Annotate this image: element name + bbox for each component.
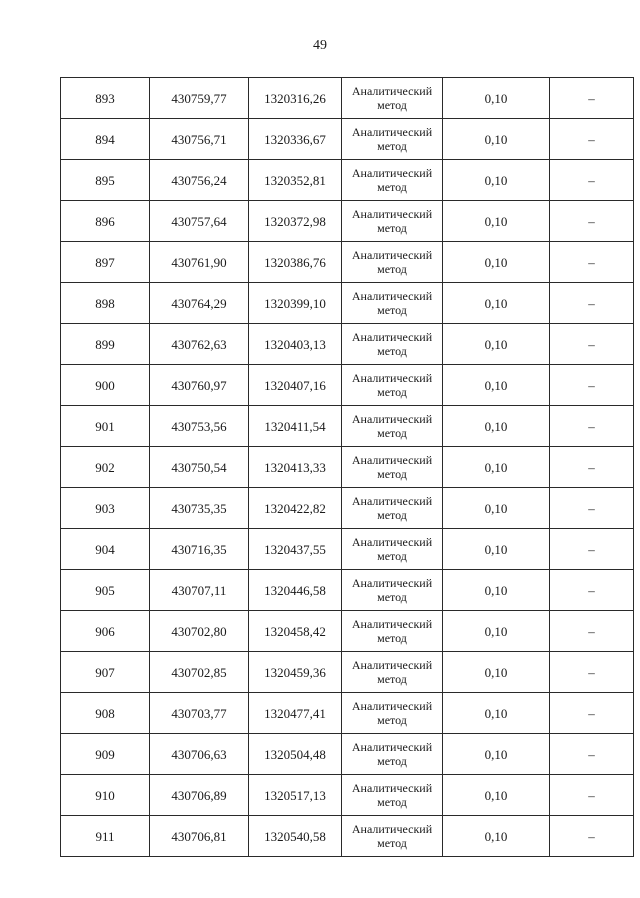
y-coordinate-cell: 1320399,10 xyxy=(249,283,342,324)
x-coordinate-cell: 430764,29 xyxy=(150,283,249,324)
note-cell: – xyxy=(550,283,634,324)
accuracy-cell: 0,10 xyxy=(443,816,550,857)
method-line-1: Аналитический xyxy=(351,371,433,385)
method-cell xyxy=(342,570,443,611)
table-row xyxy=(61,693,634,734)
table-row xyxy=(61,775,634,816)
method-line-2: метод xyxy=(377,344,407,358)
x-coordinate-cell: 430761,90 xyxy=(150,242,249,283)
table-row xyxy=(61,201,634,242)
y-coordinate-cell: 1320540,58 xyxy=(249,816,342,857)
method-line-1: Аналитический xyxy=(351,125,433,139)
x-coordinate-cell: 430707,11 xyxy=(150,570,249,611)
accuracy-cell: 0,10 xyxy=(443,652,550,693)
note-cell: – xyxy=(550,119,634,160)
method-line-2: метод xyxy=(377,672,407,686)
method-cell xyxy=(342,693,443,734)
coordinates-table xyxy=(60,77,634,857)
method-cell xyxy=(342,283,443,324)
method-cell xyxy=(342,365,443,406)
method-line-2: метод xyxy=(377,713,407,727)
method-line-2: метод xyxy=(377,385,407,399)
method-line-1: Аналитический xyxy=(351,822,433,836)
method-cell xyxy=(342,734,443,775)
point-number-cell: 905 xyxy=(61,570,150,611)
note-cell: – xyxy=(550,78,634,119)
method-line-2: метод xyxy=(377,508,407,522)
method-line-2: метод xyxy=(377,467,407,481)
table-row xyxy=(61,488,634,529)
table-row xyxy=(61,324,634,365)
x-coordinate-cell: 430703,77 xyxy=(150,693,249,734)
table-row xyxy=(61,570,634,611)
method-cell xyxy=(342,447,443,488)
note-cell: – xyxy=(550,652,634,693)
method-line-1: Аналитический xyxy=(351,207,433,221)
method-line-2: метод xyxy=(377,631,407,645)
note-cell: – xyxy=(550,734,634,775)
method-cell xyxy=(342,406,443,447)
note-cell: – xyxy=(550,160,634,201)
method-line-1: Аналитический xyxy=(351,412,433,426)
x-coordinate-cell: 430760,97 xyxy=(150,365,249,406)
x-coordinate-cell: 430706,63 xyxy=(150,734,249,775)
x-coordinate-cell: 430702,80 xyxy=(150,611,249,652)
point-number-cell: 902 xyxy=(61,447,150,488)
point-number-cell: 903 xyxy=(61,488,150,529)
accuracy-cell: 0,10 xyxy=(443,734,550,775)
table-row xyxy=(61,283,634,324)
method-line-1: Аналитический xyxy=(351,453,433,467)
table-row xyxy=(61,816,634,857)
y-coordinate-cell: 1320458,42 xyxy=(249,611,342,652)
y-coordinate-cell: 1320446,58 xyxy=(249,570,342,611)
y-coordinate-cell: 1320352,81 xyxy=(249,160,342,201)
method-line-1: Аналитический xyxy=(351,617,433,631)
point-number-cell: 911 xyxy=(61,816,150,857)
table-row xyxy=(61,406,634,447)
accuracy-cell: 0,10 xyxy=(443,119,550,160)
method-line-2: метод xyxy=(377,180,407,194)
method-line-2: метод xyxy=(377,139,407,153)
note-cell: – xyxy=(550,365,634,406)
x-coordinate-cell: 430759,77 xyxy=(150,78,249,119)
note-cell: – xyxy=(550,570,634,611)
method-line-1: Аналитический xyxy=(351,166,433,180)
page-number: 49 xyxy=(313,38,327,53)
point-number-cell: 906 xyxy=(61,611,150,652)
point-number-cell: 895 xyxy=(61,160,150,201)
x-coordinate-cell: 430756,71 xyxy=(150,119,249,160)
method-cell xyxy=(342,78,443,119)
point-number-cell: 909 xyxy=(61,734,150,775)
x-coordinate-cell: 430750,54 xyxy=(150,447,249,488)
method-cell xyxy=(342,611,443,652)
accuracy-cell: 0,10 xyxy=(443,283,550,324)
accuracy-cell: 0,10 xyxy=(443,611,550,652)
note-cell: – xyxy=(550,242,634,283)
point-number-cell: 899 xyxy=(61,324,150,365)
table-row xyxy=(61,78,634,119)
note-cell: – xyxy=(550,488,634,529)
point-number-cell: 893 xyxy=(61,78,150,119)
x-coordinate-cell: 430716,35 xyxy=(150,529,249,570)
table-row xyxy=(61,447,634,488)
x-coordinate-cell: 430706,89 xyxy=(150,775,249,816)
y-coordinate-cell: 1320403,13 xyxy=(249,324,342,365)
accuracy-cell: 0,10 xyxy=(443,693,550,734)
accuracy-cell: 0,10 xyxy=(443,775,550,816)
accuracy-cell: 0,10 xyxy=(443,324,550,365)
table-row xyxy=(61,160,634,201)
table-row xyxy=(61,652,634,693)
accuracy-cell: 0,10 xyxy=(443,488,550,529)
y-coordinate-cell: 1320517,13 xyxy=(249,775,342,816)
y-coordinate-cell: 1320422,82 xyxy=(249,488,342,529)
method-line-2: метод xyxy=(377,795,407,809)
note-cell: – xyxy=(550,693,634,734)
method-cell xyxy=(342,119,443,160)
method-line-2: метод xyxy=(377,303,407,317)
method-line-2: метод xyxy=(377,98,407,112)
x-coordinate-cell: 430756,24 xyxy=(150,160,249,201)
accuracy-cell: 0,10 xyxy=(443,570,550,611)
y-coordinate-cell: 1320407,16 xyxy=(249,365,342,406)
method-line-1: Аналитический xyxy=(351,699,433,713)
accuracy-cell: 0,10 xyxy=(443,447,550,488)
x-coordinate-cell: 430706,81 xyxy=(150,816,249,857)
method-cell xyxy=(342,488,443,529)
method-line-1: Аналитический xyxy=(351,289,433,303)
y-coordinate-cell: 1320459,36 xyxy=(249,652,342,693)
method-line-2: метод xyxy=(377,836,407,850)
method-line-1: Аналитический xyxy=(351,576,433,590)
note-cell: – xyxy=(550,816,634,857)
y-coordinate-cell: 1320477,41 xyxy=(249,693,342,734)
method-cell xyxy=(342,242,443,283)
method-line-1: Аналитический xyxy=(351,248,433,262)
x-coordinate-cell: 430762,63 xyxy=(150,324,249,365)
method-line-2: метод xyxy=(377,549,407,563)
method-line-2: метод xyxy=(377,221,407,235)
y-coordinate-cell: 1320386,76 xyxy=(249,242,342,283)
note-cell: – xyxy=(550,324,634,365)
method-line-2: метод xyxy=(377,590,407,604)
note-cell: – xyxy=(550,611,634,652)
method-line-1: Аналитический xyxy=(351,494,433,508)
table-row xyxy=(61,529,634,570)
x-coordinate-cell: 430735,35 xyxy=(150,488,249,529)
accuracy-cell: 0,10 xyxy=(443,529,550,570)
accuracy-cell: 0,10 xyxy=(443,242,550,283)
y-coordinate-cell: 1320437,55 xyxy=(249,529,342,570)
method-cell xyxy=(342,652,443,693)
method-line-1: Аналитический xyxy=(351,740,433,754)
point-number-cell: 900 xyxy=(61,365,150,406)
method-cell xyxy=(342,201,443,242)
point-number-cell: 908 xyxy=(61,693,150,734)
accuracy-cell: 0,10 xyxy=(443,365,550,406)
table-body xyxy=(61,78,634,857)
method-cell xyxy=(342,529,443,570)
point-number-cell: 901 xyxy=(61,406,150,447)
method-line-2: метод xyxy=(377,426,407,440)
accuracy-cell: 0,10 xyxy=(443,406,550,447)
note-cell: – xyxy=(550,201,634,242)
accuracy-cell: 0,10 xyxy=(443,78,550,119)
note-cell: – xyxy=(550,775,634,816)
method-line-1: Аналитический xyxy=(351,658,433,672)
method-cell xyxy=(342,324,443,365)
y-coordinate-cell: 1320411,54 xyxy=(249,406,342,447)
method-line-2: метод xyxy=(377,754,407,768)
method-line-1: Аналитический xyxy=(351,330,433,344)
x-coordinate-cell: 430757,64 xyxy=(150,201,249,242)
method-cell xyxy=(342,160,443,201)
table-row xyxy=(61,119,634,160)
note-cell: – xyxy=(550,406,634,447)
method-cell xyxy=(342,816,443,857)
note-cell: – xyxy=(550,447,634,488)
point-number-cell: 904 xyxy=(61,529,150,570)
point-number-cell: 896 xyxy=(61,201,150,242)
point-number-cell: 910 xyxy=(61,775,150,816)
note-cell: – xyxy=(550,529,634,570)
accuracy-cell: 0,10 xyxy=(443,201,550,242)
table-row xyxy=(61,365,634,406)
point-number-cell: 907 xyxy=(61,652,150,693)
y-coordinate-cell: 1320372,98 xyxy=(249,201,342,242)
y-coordinate-cell: 1320504,48 xyxy=(249,734,342,775)
accuracy-cell: 0,10 xyxy=(443,160,550,201)
x-coordinate-cell: 430753,56 xyxy=(150,406,249,447)
table-row xyxy=(61,734,634,775)
method-line-1: Аналитический xyxy=(351,84,433,98)
y-coordinate-cell: 1320316,26 xyxy=(249,78,342,119)
method-line-1: Аналитический xyxy=(351,781,433,795)
table-row xyxy=(61,611,634,652)
method-line-1: Аналитический xyxy=(351,535,433,549)
point-number-cell: 898 xyxy=(61,283,150,324)
point-number-cell: 894 xyxy=(61,119,150,160)
point-number-cell: 897 xyxy=(61,242,150,283)
y-coordinate-cell: 1320413,33 xyxy=(249,447,342,488)
table-row xyxy=(61,242,634,283)
x-coordinate-cell: 430702,85 xyxy=(150,652,249,693)
method-cell xyxy=(342,775,443,816)
y-coordinate-cell: 1320336,67 xyxy=(249,119,342,160)
method-line-2: метод xyxy=(377,262,407,276)
